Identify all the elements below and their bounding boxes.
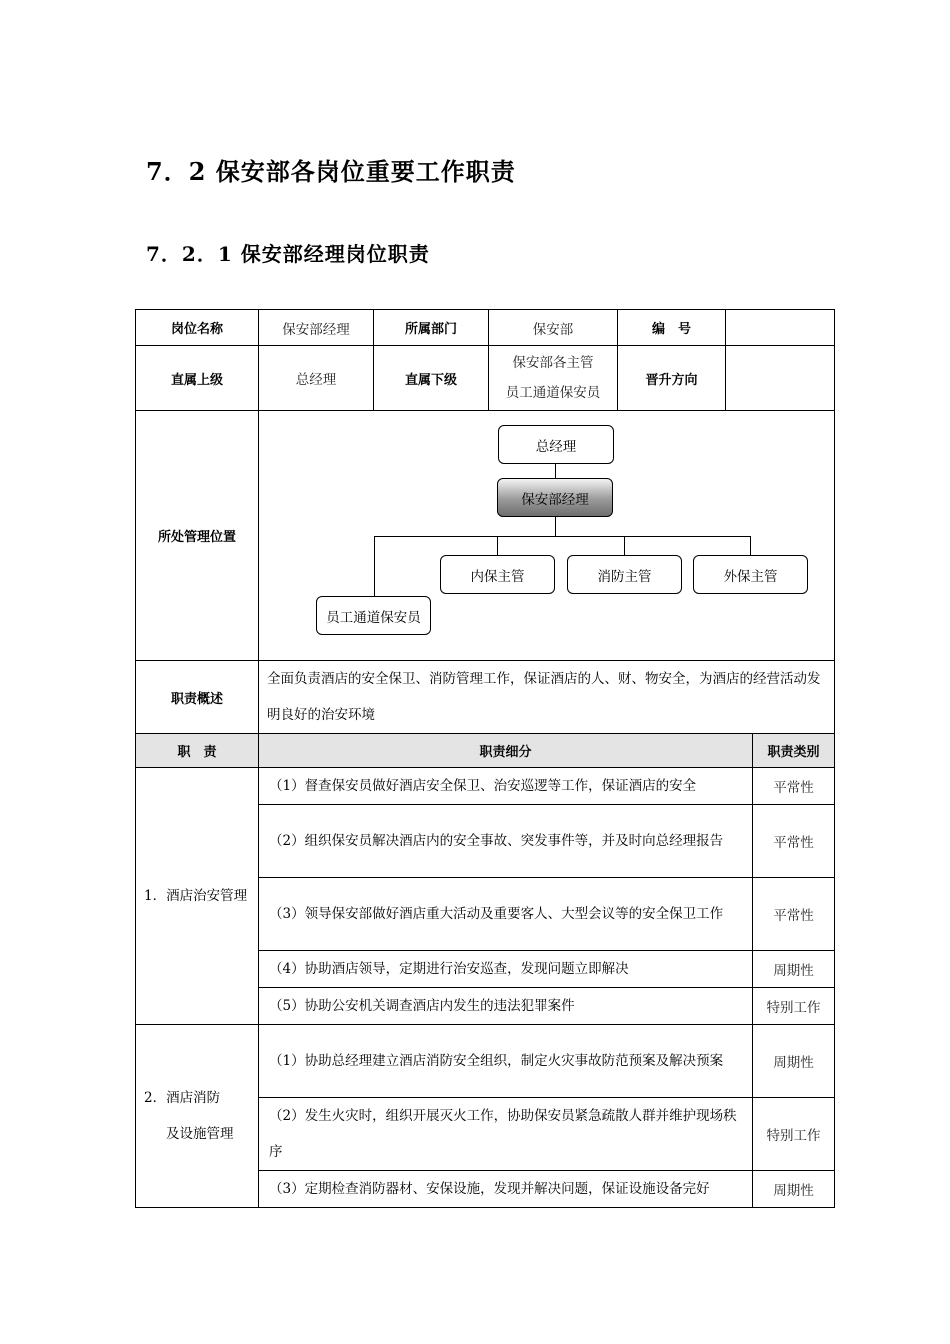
- duty-header-col1: 职 责: [136, 734, 259, 768]
- table-row: [136, 734, 835, 768]
- org-node-external-supervisor: 外保主管: [693, 555, 808, 594]
- org-node-security-manager: 保安部经理: [497, 478, 613, 517]
- org-node-internal-supervisor: 内保主管: [440, 555, 555, 594]
- code-value: [726, 310, 835, 346]
- duty-section-title: 1．酒店治安管理: [136, 768, 259, 1025]
- org-connector: [555, 517, 556, 536]
- promotion-value: [726, 346, 835, 411]
- duty-header-col2: 职责细分: [259, 734, 753, 768]
- org-position-label: 所处管理位置: [136, 411, 259, 661]
- duty-item: （1）协助总经理建立酒店消防安全组织，制定火灾事故防范预案及解决预案: [259, 1025, 753, 1098]
- dept-label: 所属部门: [374, 310, 489, 346]
- subsection-heading: 7．2．1 保安部经理岗位职责: [146, 242, 430, 266]
- post-name-label: 岗位名称: [136, 310, 259, 346]
- duty-type: 周期性: [753, 1171, 835, 1208]
- table-row: [136, 346, 835, 411]
- org-connector: [750, 536, 751, 555]
- org-connector: [555, 464, 556, 478]
- subordinate-line: 保安部各主管: [512, 355, 594, 371]
- subordinate-value: [489, 346, 618, 411]
- duty-section-title-line: 2．酒店消防: [144, 1090, 221, 1106]
- code-label: 编 号: [618, 310, 726, 346]
- org-connector: [374, 536, 750, 537]
- table-row: [136, 661, 835, 734]
- table-row: [136, 768, 835, 805]
- duty-type: 平常性: [753, 878, 835, 951]
- duty-item: （3）领导保安部做好酒店重大活动及重要客人、大型会议等的安全保卫工作: [259, 878, 753, 951]
- table-row: [136, 310, 835, 346]
- promotion-label: 晋升方向: [618, 346, 726, 411]
- org-node-staff-passage-guard: 员工通道保安员: [316, 596, 431, 635]
- duty-type: 特别工作: [753, 1098, 835, 1171]
- org-connector: [374, 536, 375, 596]
- duty-type: 周期性: [753, 1025, 835, 1098]
- post-name-value: 保安部经理: [259, 310, 374, 346]
- duty-item: （5）协助公安机关调查酒店内发生的违法犯罪案件: [259, 988, 753, 1025]
- duty-item: （2）发生火灾时，组织开展灭火工作，协助保安员紧急疏散人群并维护现场秩序: [259, 1098, 753, 1171]
- duty-item: （3）定期检查消防器材、安保设施，发现并解决问题，保证设施设备完好: [259, 1171, 753, 1208]
- summary-label: 职责概述: [136, 661, 259, 734]
- section-heading: 7．2 保安部各岗位重要工作职责: [146, 157, 516, 186]
- summary-text: 全面负责酒店的安全保卫、消防管理工作，保证酒店的人、财、物安全，为酒店的经营活动发明良好的治安环境: [259, 661, 835, 734]
- duty-section-title: [136, 1025, 259, 1208]
- org-node-fire-supervisor: 消防主管: [567, 555, 682, 594]
- duty-type: 周期性: [753, 951, 835, 988]
- duty-item: （4）协助酒店领导，定期进行治安巡查，发现问题立即解决: [259, 951, 753, 988]
- dept-value: 保安部: [489, 310, 618, 346]
- duty-section-title-line: 及设施管理: [166, 1126, 234, 1142]
- job-description-table: [135, 309, 835, 1208]
- superior-value: 总经理: [259, 346, 374, 411]
- table-row: [136, 411, 835, 661]
- superior-label: 直属上级: [136, 346, 259, 411]
- duty-header-col3: 职责类别: [753, 734, 835, 768]
- org-connector: [624, 536, 625, 555]
- duty-type: 特别工作: [753, 988, 835, 1025]
- duty-item: （2）组织保安员解决酒店内的安全事故、突发事件等，并及时向总经理报告: [259, 805, 753, 878]
- duty-item: （1）督查保安员做好酒店安全保卫、治安巡逻等工作，保证酒店的安全: [259, 768, 753, 805]
- subordinate-label: 直属下级: [374, 346, 489, 411]
- table-row: [136, 1025, 835, 1098]
- subordinate-line: 员工通道保安员: [505, 385, 601, 401]
- org-chart: [259, 411, 835, 661]
- duty-type: 平常性: [753, 768, 835, 805]
- org-connector: [497, 536, 498, 555]
- duty-type: 平常性: [753, 805, 835, 878]
- org-node-general-manager: 总经理: [498, 425, 614, 464]
